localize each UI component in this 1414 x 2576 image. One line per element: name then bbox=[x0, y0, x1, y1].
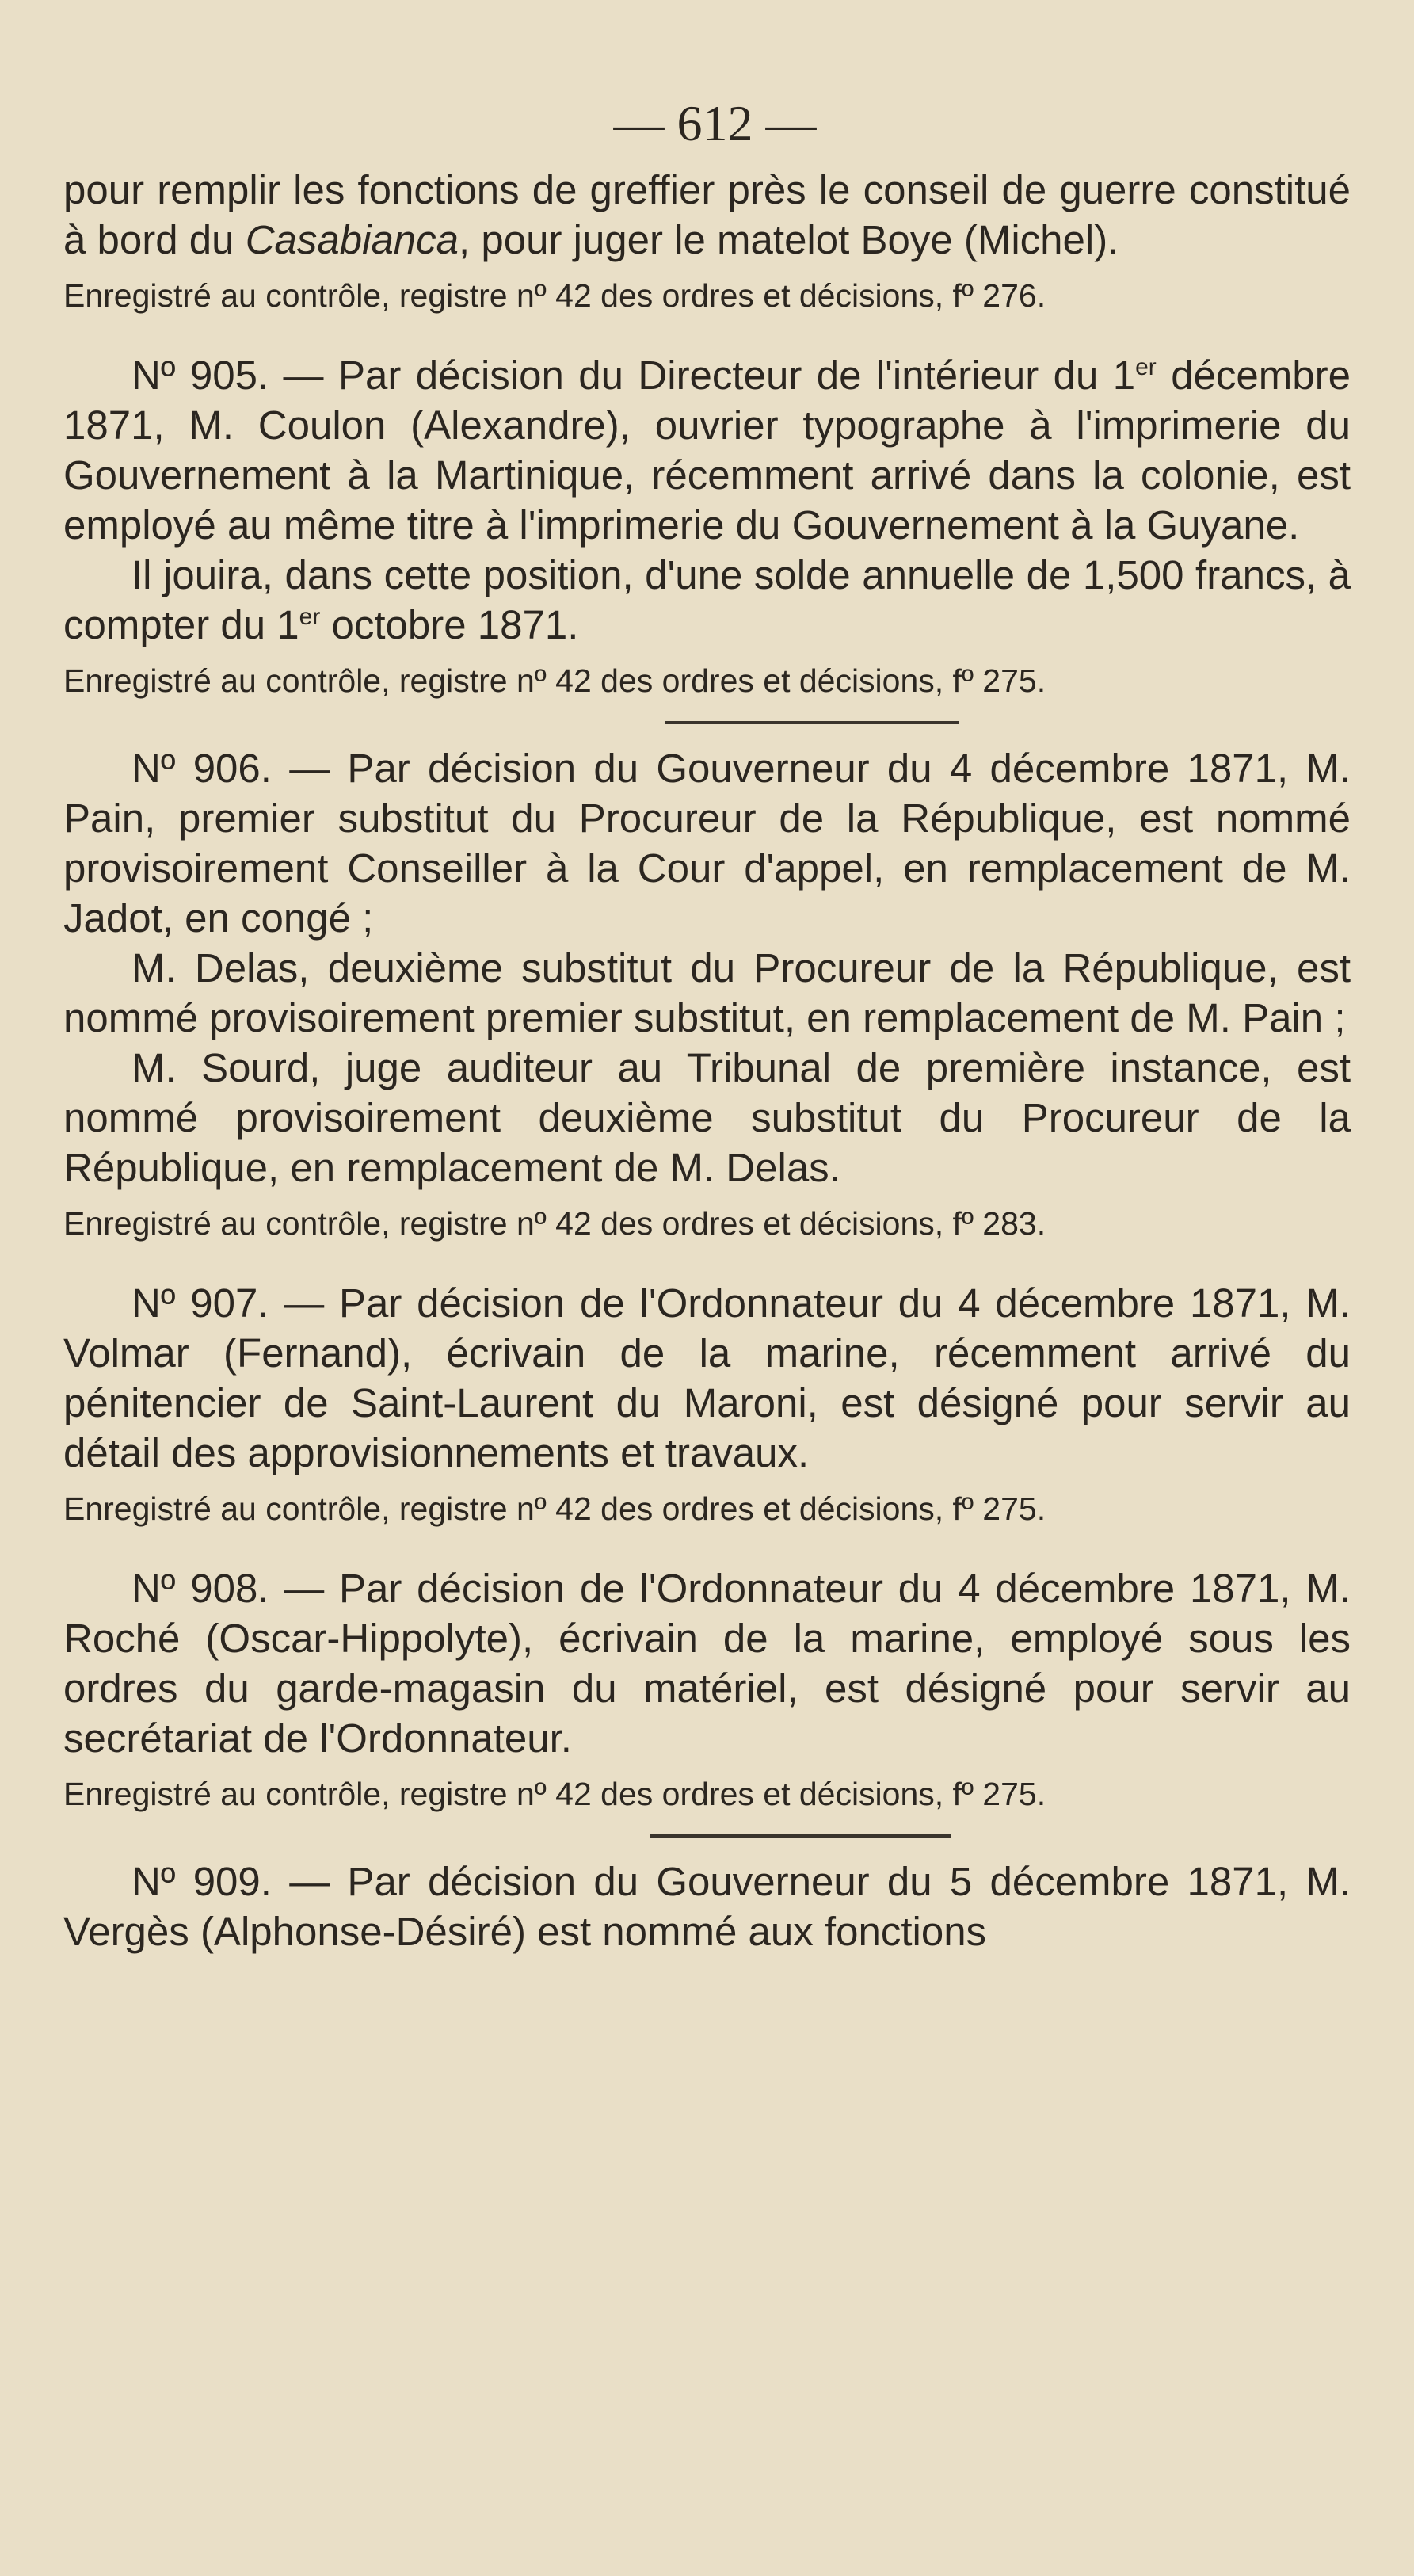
entry-905-text-b: décembre 1871, M. Coulon (Alexandre), ouvrier typographe à l'imprimerie du Gouvernement à la Martinique, récemment arrivé dans la colonie, est employé au même titre à l'imprimerie du Gouvernement à la Guyane. bbox=[63, 353, 1351, 548]
register-note: Enregistré au contrôle, registre nº 42 des ordres et décisions, fº 275. bbox=[63, 662, 1046, 699]
continued-text-start: pour remplir les fonctions de greffier près le conseil de guerre constitué à bord du bbox=[63, 167, 1351, 262]
entry-905-text-a: Nº 905. — Par décision du Directeur de l'intérieur du 1 bbox=[131, 353, 1136, 398]
continued-paragraph bbox=[63, 165, 1351, 265]
entry-906-sourd-paragraph: M. Sourd, juge auditeur au Tribunal de première instance, est nommé provisoirement deuxième substitut du Procureur de la République, en remplacement de M. Delas. bbox=[63, 1045, 1351, 1190]
section-divider bbox=[665, 721, 959, 724]
entry-905-salary-sup: er bbox=[299, 604, 321, 630]
entry-905-salary-b: octobre 1871. bbox=[320, 602, 579, 647]
entry-905-sup: er bbox=[1135, 354, 1157, 380]
entry-906-delas-paragraph: M. Delas, deuxième substitut du Procureur de la République, est nommé provisoirement premier substitut, en remplacement de M. Pain ; bbox=[63, 945, 1351, 1040]
section-divider bbox=[650, 1834, 951, 1838]
entry-905-paragraph bbox=[63, 350, 1351, 550]
entry-905-salary-paragraph bbox=[63, 550, 1351, 650]
register-note: Enregistré au contrôle, registre nº 42 des ordres et décisions, fº 276. bbox=[63, 277, 1046, 314]
entry-905-salary-a: Il jouira, dans cette position, d'une solde annuelle de 1,500 francs, à compter du 1 bbox=[63, 552, 1351, 647]
register-note: Enregistré au contrôle, registre nº 42 des ordres et décisions, fº 283. bbox=[63, 1205, 1046, 1242]
ship-name: Casabianca bbox=[245, 217, 459, 262]
page-number: — 612 — bbox=[613, 95, 817, 151]
entry-906-paragraph: Nº 906. — Par décision du Gouverneur du 4 décembre 1871, M. Pain, premier substitut du Procureur de la République, est nommé provisoirement Conseiller à la Cour d'appel, en remplacement de M. Jadot, en congé ; bbox=[63, 746, 1351, 941]
entry-908-paragraph: Nº 908. — Par décision de l'Ordonnateur du 4 décembre 1871, M. Roché (Oscar-Hippolyte), écrivain de la marine, employé sous les ordres du garde-magasin du matériel, est désigné pour servir au secrétariat de l'Ordonnateur. bbox=[63, 1566, 1351, 1761]
entry-907-paragraph: Nº 907. — Par décision de l'Ordonnateur du 4 décembre 1871, M. Volmar (Fernand), écrivain de la marine, récemment arrivé du pénitencier de Saint-Laurent du Maroni, est désigné pour servir au détail des approvisionnements et travaux. bbox=[63, 1280, 1351, 1475]
continued-text-end: , pour juger le matelot Boye (Michel). bbox=[459, 217, 1119, 262]
register-note: Enregistré au contrôle, registre nº 42 des ordres et décisions, fº 275. bbox=[63, 1490, 1046, 1527]
register-note: Enregistré au contrôle, registre nº 42 des ordres et décisions, fº 275. bbox=[63, 1776, 1046, 1812]
entry-909-paragraph: Nº 909. — Par décision du Gouverneur du 5 décembre 1871, M. Vergès (Alphonse-Désiré) est nommé aux fonctions bbox=[63, 1859, 1351, 1954]
